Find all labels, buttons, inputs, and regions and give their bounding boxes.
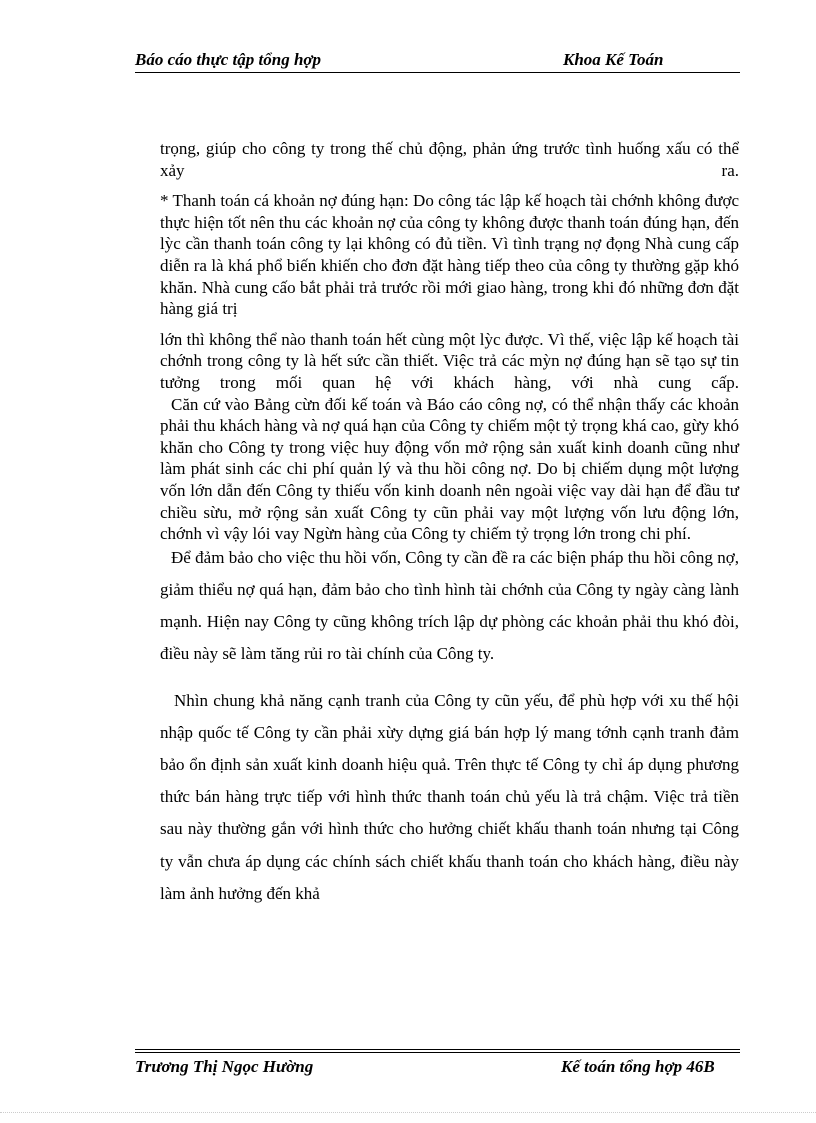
document-body	[160, 138, 739, 910]
page-edge-divider	[0, 1112, 816, 1114]
paragraph-5: Nhìn chung khả năng cạnh tranh của Công ty cũn yếu, để phù hợp với xu thế hội nhập quốc tế Công ty cần phải xừy dựng giá bán hợp lý mang tớnh cạnh tranh đảm bảo ổn định sản xuất kinh doanh hiệu quả. Trên thực tế Công ty chỉ áp dụng phương thức bán hàng trực tiếp với hình thức thanh toán chủ yếu là trả chậm. Việc trả tiền sau này thường gắn với hình thức cho hưởng chiết khấu thanh toán nhưng tại Công ty vẫn chưa áp dụng các chính sách chiết khấu thanh toán cho khách hàng, điều này làm ảnh hưởng đến khả	[160, 690, 739, 903]
header-department: Khoa Kế Toán	[563, 50, 664, 69]
footer-class: Kế toán tổng hợp 46B	[561, 1057, 715, 1076]
footer-author: Trương Thị Ngọc Hường	[135, 1057, 314, 1076]
paragraph-2b: lớn thì không thể nào thanh toán hết cùng một lỳc được. Vì thế, việc lập kế hoạch tài chớnh trong công ty là hết sức cần thiết. Việc trả các mỳn nợ đúng hạn sẽ tạo sự tin tưởng trong mối quan hệ với khách hàng, với nhà cung cấp.	[160, 329, 739, 392]
paragraph-2a: * Thanh toán cá khoản nợ đúng hạn: Do công tác lập kế hoạch tài chớnh không được thực hiện tốt nên thu các khoản nợ của công ty không được thanh toán đúng hạn, đến lỳc cần thanh toán công ty lại không có đủ tiền. Vì tình trạng nợ đọng Nhà cung cấp diễn ra là khá phổ biến khiến cho đơn đặt hàng tiếp theo của công ty thường gặp khó khăn. Nhà cung cấo bắt phải trả trước rồi mới giao hàng, trong khi đó những đơn đặt hàng giá trị	[160, 191, 739, 319]
page-footer	[135, 1049, 740, 1078]
paragraph-1: trọng, giúp cho công ty trong thế chủ động, phản ứng trước tình huống xấu có thể xảy ra.	[160, 139, 739, 180]
paragraph-3: Căn cứ vào Bảng cừn đối kế toán và Báo cáo công nợ, có thể nhận thấy các khoản phải thu khách hàng và nợ quá hạn của Công ty chiếm một tỷ trọng khá cao, gừy khó khăn cho Công ty trong việc huy động vốn mở rộng sản xuất kinh doanh cũng như làm phát sinh các chi phí quản lý và thu hồi công nợ. Do bị chiếm dụng một lượng vốn lớn dẫn đến Công ty thiếu vốn kinh doanh nên ngoài việc vay dài hạn để đầu tư chiều sừu, mở rộng sản xuất Công ty cũn phải vay một lượng vốn lưu động lớn, chớnh vì vậy lói vay Ngừn hàng của Công ty chiếm tỷ trọng lớn trong chi phí.	[160, 394, 739, 544]
header-title: Báo cáo thực tập tổng hợp	[135, 50, 322, 69]
paragraph-4: Để đảm bảo cho việc thu hồi vốn, Công ty cần đề ra các biện pháp thu hồi công nợ, giảm thiểu nợ quá hạn, đảm bảo cho tình hình tài chớnh của Công ty ngày càng lành mạnh. Hiện nay Công ty cũng không trích lập dự phòng các khoản phải thu khó đòi, điều này sẽ làm tăng rủi ro tài chính của Công ty.	[160, 547, 739, 664]
page-header	[135, 48, 740, 73]
